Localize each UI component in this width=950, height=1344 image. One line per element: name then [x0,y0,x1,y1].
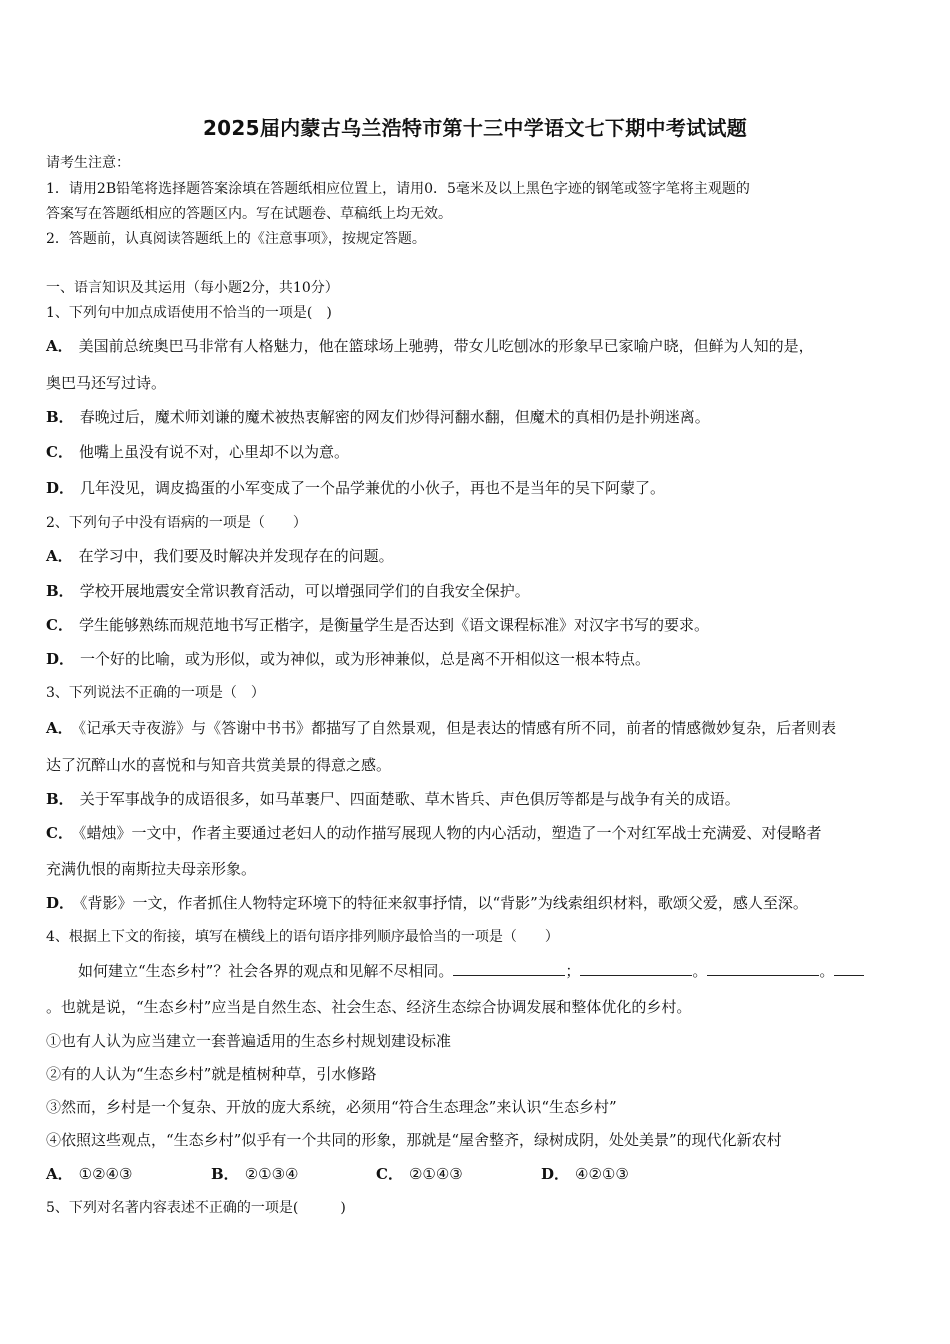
question-1-stem: 1、下列句中加点成语使用不恰当的一项是( ) [46,305,332,321]
option-text: 学生能够熟练而规范地书写正楷字，是衡量学生是否达到《语文课程标准》对汉字书写的要求。 [78,616,709,634]
option-text: ②①③④ [244,1165,299,1183]
option-label: A． [46,1165,73,1183]
option-label: C． [46,616,73,634]
question-1-option-c [46,441,349,462]
passage-text: 如何建立“生态乡村”？社会各界的观点和见解不尽相同。 [78,962,454,980]
answer-blank-4[interactable] [834,961,864,976]
notice-item-2: 2．答题前，认真阅读答题纸上的《注意事项》，按规定答题。 [46,231,426,247]
option-text: 《蜡烛》一文中，作者主要通过老妇人的动作描写展现人物的内心活动，塑造了一个对红军战士充满爱、对侵略者 [78,824,822,842]
option-text: 关于军事战争的成语很多，如马革裹尸、四面楚歌、草木皆兵、声色俱厉等都是与战争有关的成语。 [79,790,740,808]
notice-item-1: 1．请用2B铅笔将选择题答案涂填在答题纸相应位置上，请用0．5毫米及以上黑色字迹的钢笔或签字笔将主观题的 [46,181,750,197]
question-3-option-a [46,717,836,738]
question-4-sentence-4: ④依照这些观点，“生态乡村”似乎有一个共同的形象，那就是“屋舍整齐，绿树成阴，处处美景”的现代化新农村 [46,1131,782,1149]
question-4-option-b [211,1163,376,1184]
option-text: 他嘴上虽没有说不对，心里却不以为意。 [78,443,349,461]
option-text: ①②④③ [78,1165,133,1183]
passage-punct: 。 [692,962,708,980]
passage-punct: 。 [819,962,835,980]
question-1-option-d [46,477,665,498]
option-text: 春晚过后，魔术师刘谦的魔术被热衷解密的网友们炒得河翻水翻，但魔术的真相仍是扑朔迷离。 [79,408,710,426]
question-2-option-d [46,648,650,669]
question-2-option-a [46,545,394,566]
question-4-option-c [376,1163,541,1184]
option-label: A． [46,547,73,565]
option-label: B． [211,1165,239,1183]
notice-item-1-cont: 答案写在答题纸相应的答题区内。写在试题卷、草稿纸上均无效。 [46,206,452,222]
option-label: B． [46,408,74,426]
option-text: 《背影》一文，作者抓住人物特定环境下的特征来叙事抒情，以“背影”为线索组织材料，歌颂父爱，感人至深。 [80,894,808,912]
option-label: D． [46,894,75,912]
option-label: C． [376,1165,403,1183]
question-4-passage [78,960,864,981]
option-text: 一个好的比喻，或为形似，或为神似，或为形神兼似，总是离不开相似这一根本特点。 [80,650,651,668]
question-3-option-a-cont: 达了沉醉山水的喜悦和与知音共赏美景的得意之感。 [46,756,392,774]
question-3-stem: 3、下列说法不正确的一项是（ ） [46,685,265,701]
option-text: 《记承天寺夜游》与《答谢中书书》都描写了自然景观，但是表达的情感有所不同，前者的情感微妙复杂，后者则表 [78,719,837,737]
option-label: D． [46,650,75,668]
question-2-stem: 2、下列句子中没有语病的一项是（ ） [46,515,307,531]
question-1-option-b [46,406,710,427]
question-4-sentence-1: ①也有人认为应当建立一套普遍适用的生态乡村规划建设标准 [46,1032,452,1050]
page-title: 2025届内蒙古乌兰浩特市第十三中学语文七下期中考试试题 [202,116,748,140]
option-label: D． [46,479,75,497]
question-4-passage-cont: 。也就是说，“生态乡村”应当是自然生态、社会生态、经济生态综合协调发展和整体优化的乡村。 [46,998,692,1016]
question-2-option-c [46,614,709,635]
question-1-option-a [46,335,814,356]
option-label: C． [46,443,73,461]
question-5-stem: 5、下列对名著内容表述不正确的一项是( ) [46,1200,346,1216]
option-text: ②①④③ [408,1165,463,1183]
passage-punct: ； [565,962,581,980]
question-4-options [46,1163,706,1184]
question-3-option-d [46,892,808,913]
question-3-option-c-cont: 充满仇恨的南斯拉夫母亲形象。 [46,860,257,878]
question-3-option-c [46,822,821,843]
option-text: 美国前总统奥巴马非常有人格魅力，他在篮球场上驰骋，带女儿吃刨冰的形象早已家喻户晓，但鲜为人知的是， [78,337,814,355]
option-label: D． [541,1165,570,1183]
answer-blank-1[interactable] [453,961,565,976]
question-2-option-b [46,580,530,601]
option-text: 在学习中，我们要及时解决并发现存在的问题。 [78,547,394,565]
question-4-stem: 4、根据上下文的衔接，填写在横线上的语句语序排列顺序最恰当的一项是（ ） [46,929,559,945]
question-3-option-b [46,788,740,809]
question-4-option-d [541,1163,706,1184]
option-text: ④②①③ [575,1165,629,1183]
question-4-sentence-2: ②有的人认为“生态乡村”就是植树种草，引水修路 [46,1065,377,1083]
question-1-option-a-cont: 奥巴马还写过诗。 [46,374,167,392]
answer-blank-2[interactable] [580,961,692,976]
option-label: A． [46,719,73,737]
option-label: A． [46,337,73,355]
question-4-option-a [46,1163,211,1184]
option-text: 几年没见，调皮捣蛋的小军变成了一个品学兼优的小伙子，再也不是当年的吴下阿蒙了。 [80,479,666,497]
answer-blank-3[interactable] [707,961,819,976]
option-label: B． [46,582,74,600]
section-heading: 一、语言知识及其运用（每小题2分，共10分） [46,280,339,296]
option-label: B． [46,790,74,808]
notice-heading: 请考生注意： [46,155,130,171]
option-label: C． [46,824,73,842]
option-text: 学校开展地震安全常识教育活动，可以增强同学们的自我安全保护。 [79,582,530,600]
question-4-sentence-3: ③然而，乡村是一个复杂、开放的庞大系统，必须用“符合生态理念”来认识“生态乡村” [46,1098,617,1116]
